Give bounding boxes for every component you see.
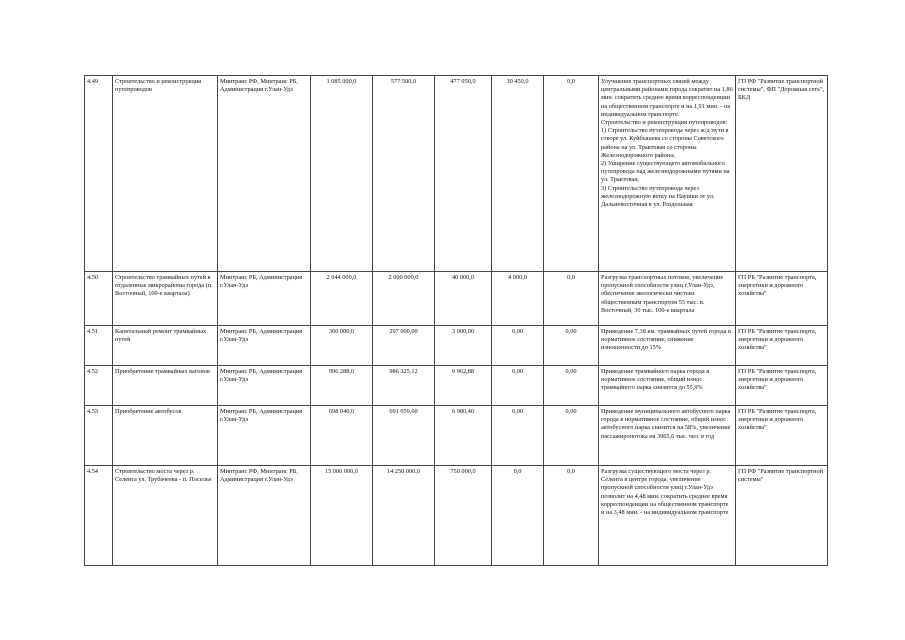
row-number: 4.50 — [85, 272, 113, 326]
executor: Минтранс РБ, Администрация г.Улан-Удэ — [218, 406, 311, 466]
federal-value: 14 250 000,0 — [373, 466, 435, 566]
measure-name: Строительство и реконструкция путепроводов — [113, 76, 218, 272]
measure-name: Капитальный ремонт трамвайных путей — [113, 326, 218, 366]
result-paragraph: Строительство и реконструкция путепроводов: — [601, 119, 728, 127]
local-value: 0,00 — [492, 326, 544, 366]
other-value: 0,0 — [544, 466, 599, 566]
regional-value: 750 000,0 — [435, 466, 492, 566]
table-body — [85, 76, 828, 566]
regional-value: 6 980,40 — [435, 406, 492, 466]
other-value: 0,0 — [544, 76, 599, 272]
expected-result — [599, 326, 736, 366]
table-row — [85, 406, 828, 466]
result-paragraph: 2) Уширение существующего автомобильного путепровода над железнодорожными путями на ул. Трактовая; — [601, 160, 730, 184]
expected-result — [599, 272, 736, 326]
federal-value: 577 500,0 — [373, 76, 435, 272]
executor: Минтранс РФ, Минтранс РБ, Администрация г.Улан-Удэ — [218, 76, 311, 272]
expected-result — [599, 76, 736, 272]
regional-value: 3 000,00 — [435, 326, 492, 366]
result-paragraph: Приведение муниципального автобусного парка города в нормативное состояние, общий износ автобусного парка снизится на 58%, увеличение пассажиропотока на 3965,6 тыс. чел. в год — [601, 408, 731, 440]
local-value: 0,00 — [492, 366, 544, 406]
result-paragraph: Разгрузка транспортных потоков, увеличение пропускной способности улиц г.Улан-Удэ, обеспечение экологически чистым общественным транспортом 55 тыс. п. Восточный, 30 тыс. 100-е квартала — [601, 274, 724, 314]
federal-value: 986 325,12 — [373, 366, 435, 406]
expected-result — [599, 406, 736, 466]
other-value: 0,00 — [544, 406, 599, 466]
federal-value: 297 000,00 — [373, 326, 435, 366]
local-value: 0,0 — [492, 466, 544, 566]
measure-name: Строительство трамвайных путей в отдаленные микрорайоны города (п. Восточный, 100-е квартала) — [113, 272, 218, 326]
row-number: 4.49 — [85, 76, 113, 272]
regional-value: 9 962,88 — [435, 366, 492, 406]
regional-value: 477 050,0 — [435, 76, 492, 272]
table-row — [85, 326, 828, 366]
executor: Минтранс РФ, Минтранс РБ, Администрация г.Улан-Удэ — [218, 466, 311, 566]
measure-name: Строительство моста через р. Селенга ул. Трубачеева - п. Поселье — [113, 466, 218, 566]
program-reference: ГП РБ "Развитие транспорта, энергетики и дорожного хозяйства" — [736, 406, 828, 466]
row-number: 4.53 — [85, 406, 113, 466]
result-paragraph: 1) Строительство путепровода через ж/д пути в створе ул. Куйбышева со стороны Советского района на ул. Трактовая со стороны Железнодорожного района; — [601, 127, 729, 159]
row-number: 4.52 — [85, 366, 113, 406]
total-value: 2 044 000,0 — [311, 272, 373, 326]
measures-table — [84, 75, 828, 566]
total-value: 15 000 000,0 — [311, 466, 373, 566]
local-value: 4 000,0 — [492, 272, 544, 326]
total-value: 698 040,0 — [311, 406, 373, 466]
measure-name: Приобретение автобусов — [113, 406, 218, 466]
program-reference: ГП РФ "Развитие транспортной системы" — [736, 466, 828, 566]
executor: Минтранс РБ, Администрация г.Улан-Удэ — [218, 366, 311, 406]
program-reference: ГП РФ "Развитие транспортной системы", ФП "Дорожная сеть", БКД — [736, 76, 828, 272]
local-value: 0,00 — [492, 406, 544, 466]
regional-value: 40 000,0 — [435, 272, 492, 326]
local-value: 30 450,0 — [492, 76, 544, 272]
expected-result — [599, 466, 736, 566]
executor: Минтранс РБ, Администрация г.Улан-Удэ — [218, 326, 311, 366]
expected-result — [599, 366, 736, 406]
result-paragraph: Разгрузка существующего моста через р. Селенга в центре города, увеличение пропускной способности улиц г.Улан-Удэ позволит на 4,48 мин. сократить среднее время корреспонденции на общественном транспорте и на 3,48 мин. - на индивидуальном транспорте — [601, 468, 729, 517]
other-value: 0,0 — [544, 272, 599, 326]
result-paragraph: Улучшение транспортных связей между центральными районами города сократит на 1,86 мин. сократить среднее время корреспонденции на общественном транспорте и на 1,91 мин. - на индивидуальном транспорте. — [601, 78, 733, 118]
executor: Минтранс РБ, Администрация г.Улан-Удэ — [218, 272, 311, 326]
program-reference: ГП РБ "Развитие транспорта, энергетики и дорожного хозяйства" — [736, 272, 828, 326]
row-number: 4.51 — [85, 326, 113, 366]
federal-value: 2 000 000,0 — [373, 272, 435, 326]
federal-value: 691 059,60 — [373, 406, 435, 466]
table-row — [85, 366, 828, 406]
program-reference: ГП РБ "Развитие транспорта, энергетики и дорожного хозяйства" — [736, 326, 828, 366]
total-value: 300 000,0 — [311, 326, 373, 366]
program-reference: ГП РБ "Развитие транспорта, энергетики и дорожного хозяйства" — [736, 366, 828, 406]
table-row — [85, 272, 828, 326]
total-value: 1 085 000,0 — [311, 76, 373, 272]
row-number: 4.54 — [85, 466, 113, 566]
total-value: 996 288,0 — [311, 366, 373, 406]
result-paragraph: Приведение 7,38 км. трамвайных путей города в нормативное состояние, снижение изношенности до 15% — [601, 328, 731, 352]
result-paragraph: 3) Строительство путепровода через железнодорожную ветку на Наушки от ул. Дальневосточная к ул. Раздольная — [601, 184, 715, 209]
other-value: 0,00 — [544, 326, 599, 366]
result-paragraph: Приведение трамвайного парка города в нормативное состояние, общий износ трамвайного парка снизится до 55,9% — [601, 368, 710, 392]
table-row — [85, 466, 828, 566]
other-value: 0,00 — [544, 366, 599, 406]
measure-name: Приобретение трамвайных вагонов — [113, 366, 218, 406]
table-row — [85, 76, 828, 272]
